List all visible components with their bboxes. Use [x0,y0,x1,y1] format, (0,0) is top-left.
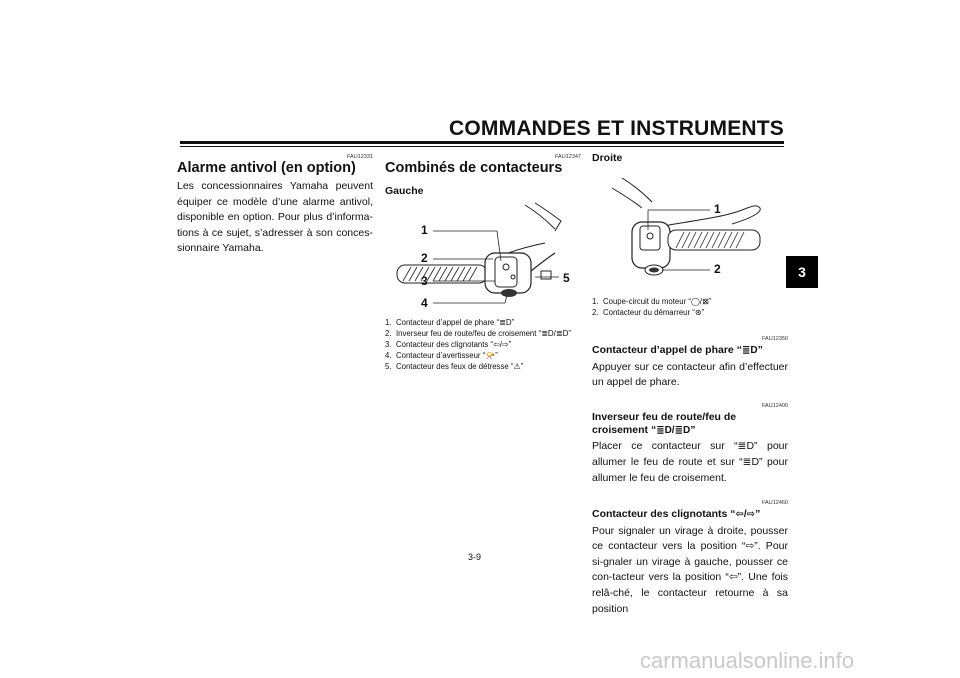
section-title-flash: Contacteur d’appel de phare “≣D” [592,344,763,356]
figure-label-1: 1 [714,202,721,216]
figure-label-1: 1 [421,222,428,237]
watermark: carmanualsonline.info [640,648,855,673]
left-handlebar-illustration [385,201,581,309]
headlight-flash-icon: ≣D [499,317,512,327]
caption-item: 4. Contacteur d’avertisseur “📯” [385,350,498,360]
section-body-beam: Placer ce contacteur sur “≣D” pour allumer le feu de route et sur “≣D” pour allumer le feu de croisement. [592,440,788,484]
caption-list-left [385,317,581,372]
figure-left-handlebar [385,201,581,309]
caption-list-right [592,296,788,318]
page-number: 3-9 [468,552,482,562]
figure-right-handlebar [592,168,788,288]
chapter-tab: 3 [786,256,818,288]
section-title-turn: Contacteur des clignotants “⇦/⇨” [592,508,761,521]
caption-item: 1. Contacteur d’appel de phare “≣D” [385,317,515,327]
column-switches-right [592,150,788,617]
section-body-flash: Appuyer sur ce contacteur afin d’effectuer un appel de phare. [592,360,788,389]
subtitle-right: Droite [592,152,623,164]
subtitle-left: Gauche [385,184,424,197]
figure-label-3: 3 [421,273,428,288]
high-low-beam-icon: ≣D/≣D [656,424,691,436]
section-title-switches: Combinés de contacteurs [385,160,563,176]
caption-item: 1. Coupe-circuit du moteur “◯/⊠” [592,297,712,306]
headlight-flash-icon: ≣D [741,345,758,356]
right-handlebar-illustration [592,168,788,288]
column-switches-left [385,150,581,372]
figure-label-2: 2 [421,250,428,265]
section-body-alarm: Les concessionnaires Yamaha peuvent équiper ce modèle d’une alarme antivol, disponible en option. Pour plus d’informa-tions à ce sujet, s’adresser à son conces-sionnaire Yamaha. [177,179,373,255]
section-body-turn: Pour signaler un virage à droite, pousser ce contacteur vers la position “⇨”. Pour si-gnaler un virage à gauche, pousser ce con-tacteur vers la position “⇦”. Une fois relâ-ché, le contacteur retourne à sa position [592,524,788,615]
turn-signal-icon: ⇦/⇨ [493,339,509,349]
turn-signal-icon: ⇦/⇨ [735,509,756,521]
section-code: FAU12331 [347,154,373,160]
page-header-title: COMMANDES ET INSTRUMENTS [449,117,784,140]
caption-item: 5. Contacteur des feux de détresse “⚠” [385,361,524,371]
figure-label-4: 4 [421,295,428,310]
header-rule-thin [180,146,784,147]
starter-icon: ⊛ [694,308,702,317]
section-title-alarm: Alarme antivol (en option) [177,160,356,176]
engine-stop-icon: ◯/⊠ [690,297,709,306]
caption-item: 2. Inverseur feu de route/feu de croisement “≣D/≣D” [385,328,571,338]
figure-label-2: 2 [714,262,721,276]
section-code: FAU12347 [555,154,581,160]
caption-item: 2. Contacteur du démarreur “⊛” [592,308,705,317]
high-low-beam-icon: ≣D/≣D [541,328,569,338]
header-rule-thick [180,141,784,144]
hazard-icon: ⚠ [513,361,521,371]
section-code: FAU12400 [762,402,788,409]
caption-item: 3. Contacteur des clignotants “⇦/⇨” [385,339,512,349]
figure-label-5: 5 [563,270,570,285]
section-title-beam: Inverseur feu de route/feu de croisement “≣D/≣D” [592,410,737,436]
section-code: FAU12350 [762,336,788,342]
section-code: FAU12460 [762,500,788,507]
horn-icon: 📯 [485,350,496,360]
column-alarm [177,150,373,257]
